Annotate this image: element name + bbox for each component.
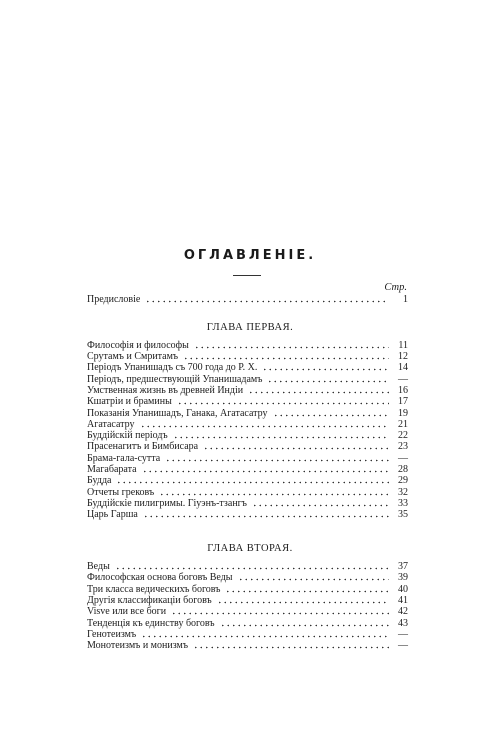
toc-entry-page: 43 (398, 618, 408, 629)
leader-dots (194, 346, 389, 349)
leader-dots (183, 357, 389, 360)
leader-dots (115, 567, 389, 570)
toc-entry (87, 640, 408, 652)
leader-dots (165, 459, 389, 462)
toc-entry-page: 14 (398, 362, 408, 373)
title-divider (233, 275, 261, 276)
toc-entry-page: 29 (398, 475, 408, 486)
leader-dots (116, 481, 389, 484)
leader-dots (203, 447, 389, 450)
toc-entry-page: 22 (398, 430, 408, 441)
toc-entry (87, 572, 408, 584)
toc-entry-label: Буддійскій періодъ (87, 430, 168, 441)
toc-entry-label: Агатасатру (87, 419, 135, 430)
chapter-heading: ГЛАВА ВТОРАЯ. (207, 543, 293, 554)
leader-dots (193, 646, 389, 649)
toc-entry-page: 35 (398, 509, 408, 520)
page-title: ОГЛАВЛЕНІЕ. (183, 248, 317, 263)
leader-dots (248, 391, 389, 394)
toc-entry-label: Прасенагитъ и Бимбисара (87, 441, 199, 452)
leader-dots (141, 635, 389, 638)
toc-entry-label: Магабарата (87, 464, 137, 475)
toc-entry-page: 11 (398, 340, 408, 351)
leader-dots (267, 380, 389, 383)
leader-dots (262, 368, 389, 371)
toc-entry-page: 1 (403, 294, 408, 305)
toc-entry-page: 23 (398, 441, 408, 452)
toc-entry-label: Буддійскіе пилигримы. Гіуэнъ-тзангъ (87, 498, 247, 509)
toc-entry-label: Философія и философы (87, 340, 189, 351)
leader-dots (273, 414, 389, 417)
toc-entry-page: — (398, 640, 408, 651)
toc-entry-page: 39 (398, 572, 408, 583)
leader-dots (171, 612, 389, 615)
toc-entry (87, 475, 408, 487)
leader-dots (177, 402, 389, 405)
toc-entry-label: Веды (87, 561, 110, 572)
toc-entry-label: Умственная жизнь въ древней Индіи (87, 385, 244, 396)
toc-entry (87, 362, 408, 374)
toc-entry-label: Три класса ведическихъ боговъ (87, 584, 221, 595)
toc-entry-page: 40 (398, 584, 408, 595)
toc-entry-label: Періодъ Упанишадъ съ 700 года до Р. Х. (87, 362, 258, 373)
toc-entry-page: 12 (398, 351, 408, 362)
leader-dots (225, 590, 389, 593)
toc-entry-page: 16 (398, 385, 408, 396)
toc-entry (87, 396, 408, 408)
toc-entry-label: Предисловіе (87, 294, 141, 305)
toc-entry-label: Философская основа боговъ Веды (87, 572, 233, 583)
toc-entry-label: Брама-гала-сутта (87, 453, 161, 464)
chapter-heading: ГЛАВА ПЕРВАЯ. (206, 322, 294, 333)
toc-entry (87, 606, 408, 618)
toc-entry-label: Показанія Упанишадъ, Ганака, Агатасатру (87, 408, 268, 419)
toc-entry-page: 37 (398, 561, 408, 572)
leader-dots (142, 470, 389, 473)
leader-dots (217, 601, 389, 604)
toc-entry-label: Генотеизмъ (87, 629, 137, 640)
toc-entry-label: Другія классификаціи боговъ (87, 595, 212, 606)
toc-entry-label: Будда (87, 475, 112, 486)
toc-entry-label: Visve или все боги (87, 606, 167, 617)
leader-dots (238, 578, 389, 581)
toc-entry-page: 21 (398, 419, 408, 430)
toc-entry-label: Монотеизмъ и монизмъ (87, 640, 189, 651)
toc-entry-label: Періодъ, предшествующій Упанишадамъ (87, 374, 263, 385)
toc-entry-label: Кшатріи и брамины (87, 396, 172, 407)
toc-entry-page: 17 (398, 396, 408, 407)
toc-entry-preface (87, 294, 408, 306)
toc-entry-page: 28 (398, 464, 408, 475)
toc-entry (87, 441, 408, 453)
toc-entry-label: Срутамъ и Смритамъ (87, 351, 179, 362)
leader-dots (173, 436, 389, 439)
leader-dots (252, 504, 389, 507)
toc-entry-page: 19 (398, 408, 408, 419)
leader-dots (220, 624, 389, 627)
toc-entry-page: — (398, 629, 408, 640)
toc-entry-page: — (398, 453, 408, 464)
leader-dots (140, 425, 389, 428)
leader-dots (143, 515, 389, 518)
toc-entry-page: — (398, 374, 408, 385)
leader-dots (159, 493, 389, 496)
page-column-label: Стр. (384, 282, 407, 293)
toc-entry (87, 509, 408, 521)
toc-entry-label: Царь Гарша (87, 509, 138, 520)
toc-entry-page: 41 (398, 595, 408, 606)
toc-entry-page: 32 (398, 487, 408, 498)
toc-entry-label: Отчеты грековъ (87, 487, 155, 498)
leader-dots (145, 300, 389, 303)
toc-entry-page: 33 (398, 498, 408, 509)
toc-entry-page: 42 (398, 606, 408, 617)
toc-entry-label: Тенденція къ единству боговъ (87, 618, 215, 629)
